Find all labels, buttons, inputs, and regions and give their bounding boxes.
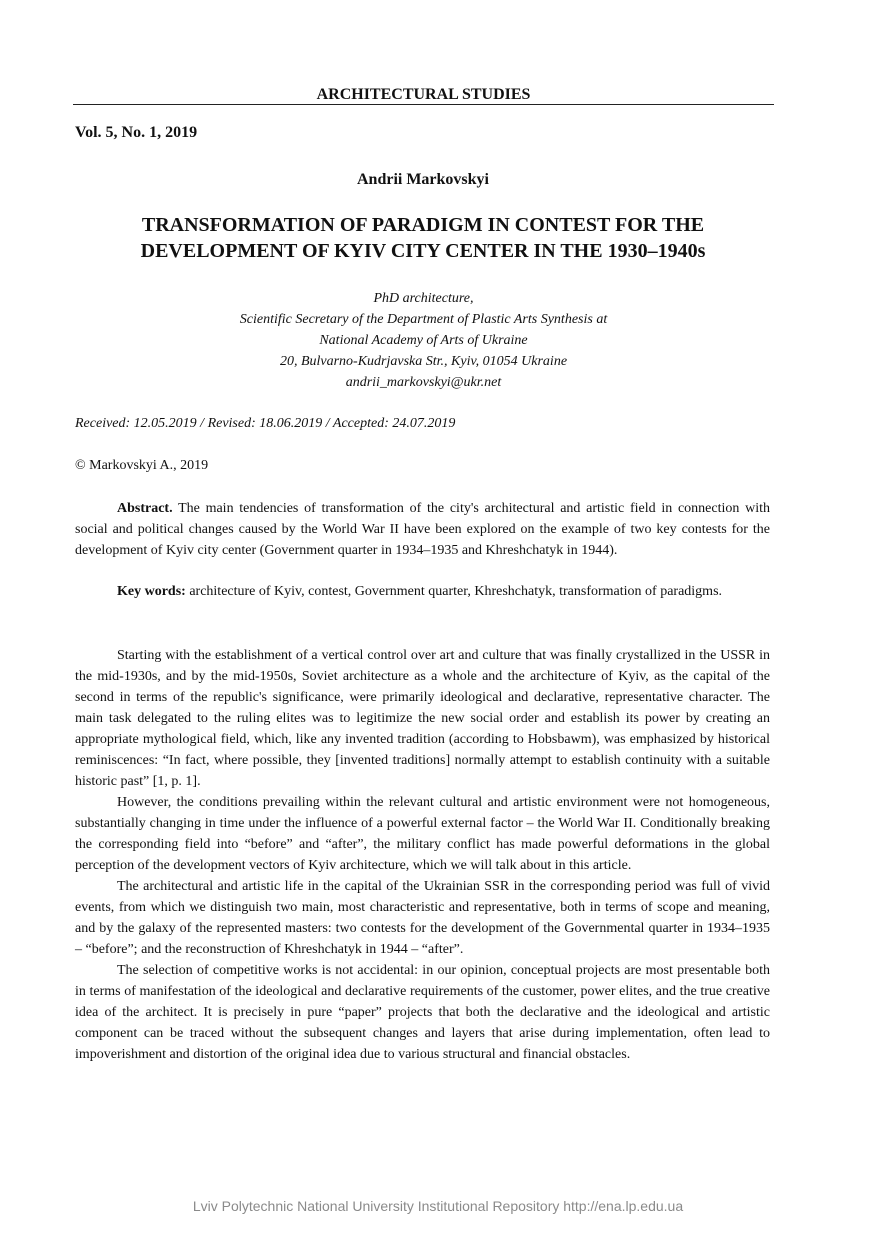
keywords-label: Key words: (117, 584, 186, 599)
affiliation-degree: PhD architecture, (373, 291, 474, 306)
journal-name: ARCHITECTURAL STUDIES (316, 86, 531, 103)
keywords-section (75, 581, 770, 602)
affiliation-address: 20, Bulvarno-Kudrjavska Str., Kyiv, 01054 Ukraine (279, 354, 568, 369)
body-paragraph-3: The architectural and artistic life in the capital of the Ukrainian SSR in the corresponding period was full of vivid events, from which we distinguish two main, most characteristic and representative, both in terms of scope and meaning, and by the galaxy of the represented masters: two contests for the development of the Governmental quarter in 1934–1935 – “before”; and the reconstruction of Khreshchatyk in 1944 – “after”. (75, 879, 770, 957)
abstract-label: Abstract. (117, 501, 173, 516)
volume-info: Vol. 5, No. 1, 2019 (75, 124, 198, 141)
body-paragraph-1: Starting with the establishment of a vertical control over art and culture that was finally crystallized in the USSR in the mid-1930s, and by the mid-1950s, Soviet architecture as a whole and the architecture of Kyiv, as the capital of the second in terms of the republic's significance, were primarily ideological and declarative, representative character. The main task delegated to the ruling elites was to legitimize the new social order and establish its power by creating an appropriate mythological field, which, like any invented tradition (according to Hobsbawm), was emphasized by historical reminiscences: “In fact, where possible, they [invented traditions] normally attempt to establish continuity with a suitable historic past” [1, p. 1]. (75, 648, 770, 789)
title-line-2: DEVELOPMENT OF KYIV CITY CENTER IN THE 1930–1940s (140, 240, 706, 262)
paper-title (70, 212, 776, 264)
abstract-text: The main tendencies of transformation of the city's architectural and artistic field in connection with social and political changes caused by the World War II have been explored on the example of two key contests for the development of Kyiv city center (Government quarter in 1934–1935 and Khreshchatyk in 1944). (75, 501, 770, 558)
copyright-notice: © Markovskyi A., 2019 (75, 458, 209, 473)
abstract-section (75, 498, 770, 561)
body-paragraph-4: The selection of competitive works is not accidental: in our opinion, conceptual projects are most presentable both in terms of manifestation of the ideological and declarative requirements of the customer, power elites, and the true creative idea of the architect. It is precisely in pure “paper” projects that both the declarative and the ideological and artistic component can be traced without the subsequent changes and layers that arise during implementation, often lead to impoverishment and distortion of the original idea due to various structural and financial obstacles. (75, 963, 770, 1062)
repository-footer: Lviv Polytechnic National University Institutional Repository http://ena.lp.edu.ua (192, 1198, 684, 1214)
title-line-1: TRANSFORMATION OF PARADIGM IN CONTEST FOR THE (141, 214, 705, 236)
author-affiliation (73, 288, 774, 393)
author-name: Andrii Markovskyi (356, 171, 489, 188)
main-text (75, 645, 770, 1065)
keywords-text: architecture of Kyiv, contest, Government quarter, Khreshchatyk, transformation of paradigms. (185, 584, 723, 599)
author-email[interactable]: andrii_markovskyi@ukr.net (345, 375, 502, 390)
affiliation-position: Scientific Secretary of the Department of Plastic Arts Synthesis at (239, 312, 608, 327)
body-paragraph-2: However, the conditions prevailing within the relevant cultural and artistic environment were not homogeneous, substantially changing in time under the influence of a powerful external factor – the World War II. Conditionally breaking the corresponding field into “before” and “after”, the military conflict has made powerful deformations in the global perception of the development vectors of Kyiv architecture, which we will talk about in this article. (75, 795, 770, 873)
header-rule (73, 104, 774, 105)
affiliation-institution: National Academy of Arts of Ukraine (319, 333, 528, 348)
submission-dates: Received: 12.05.2019 / Revised: 18.06.2019 / Accepted: 24.07.2019 (75, 416, 456, 431)
